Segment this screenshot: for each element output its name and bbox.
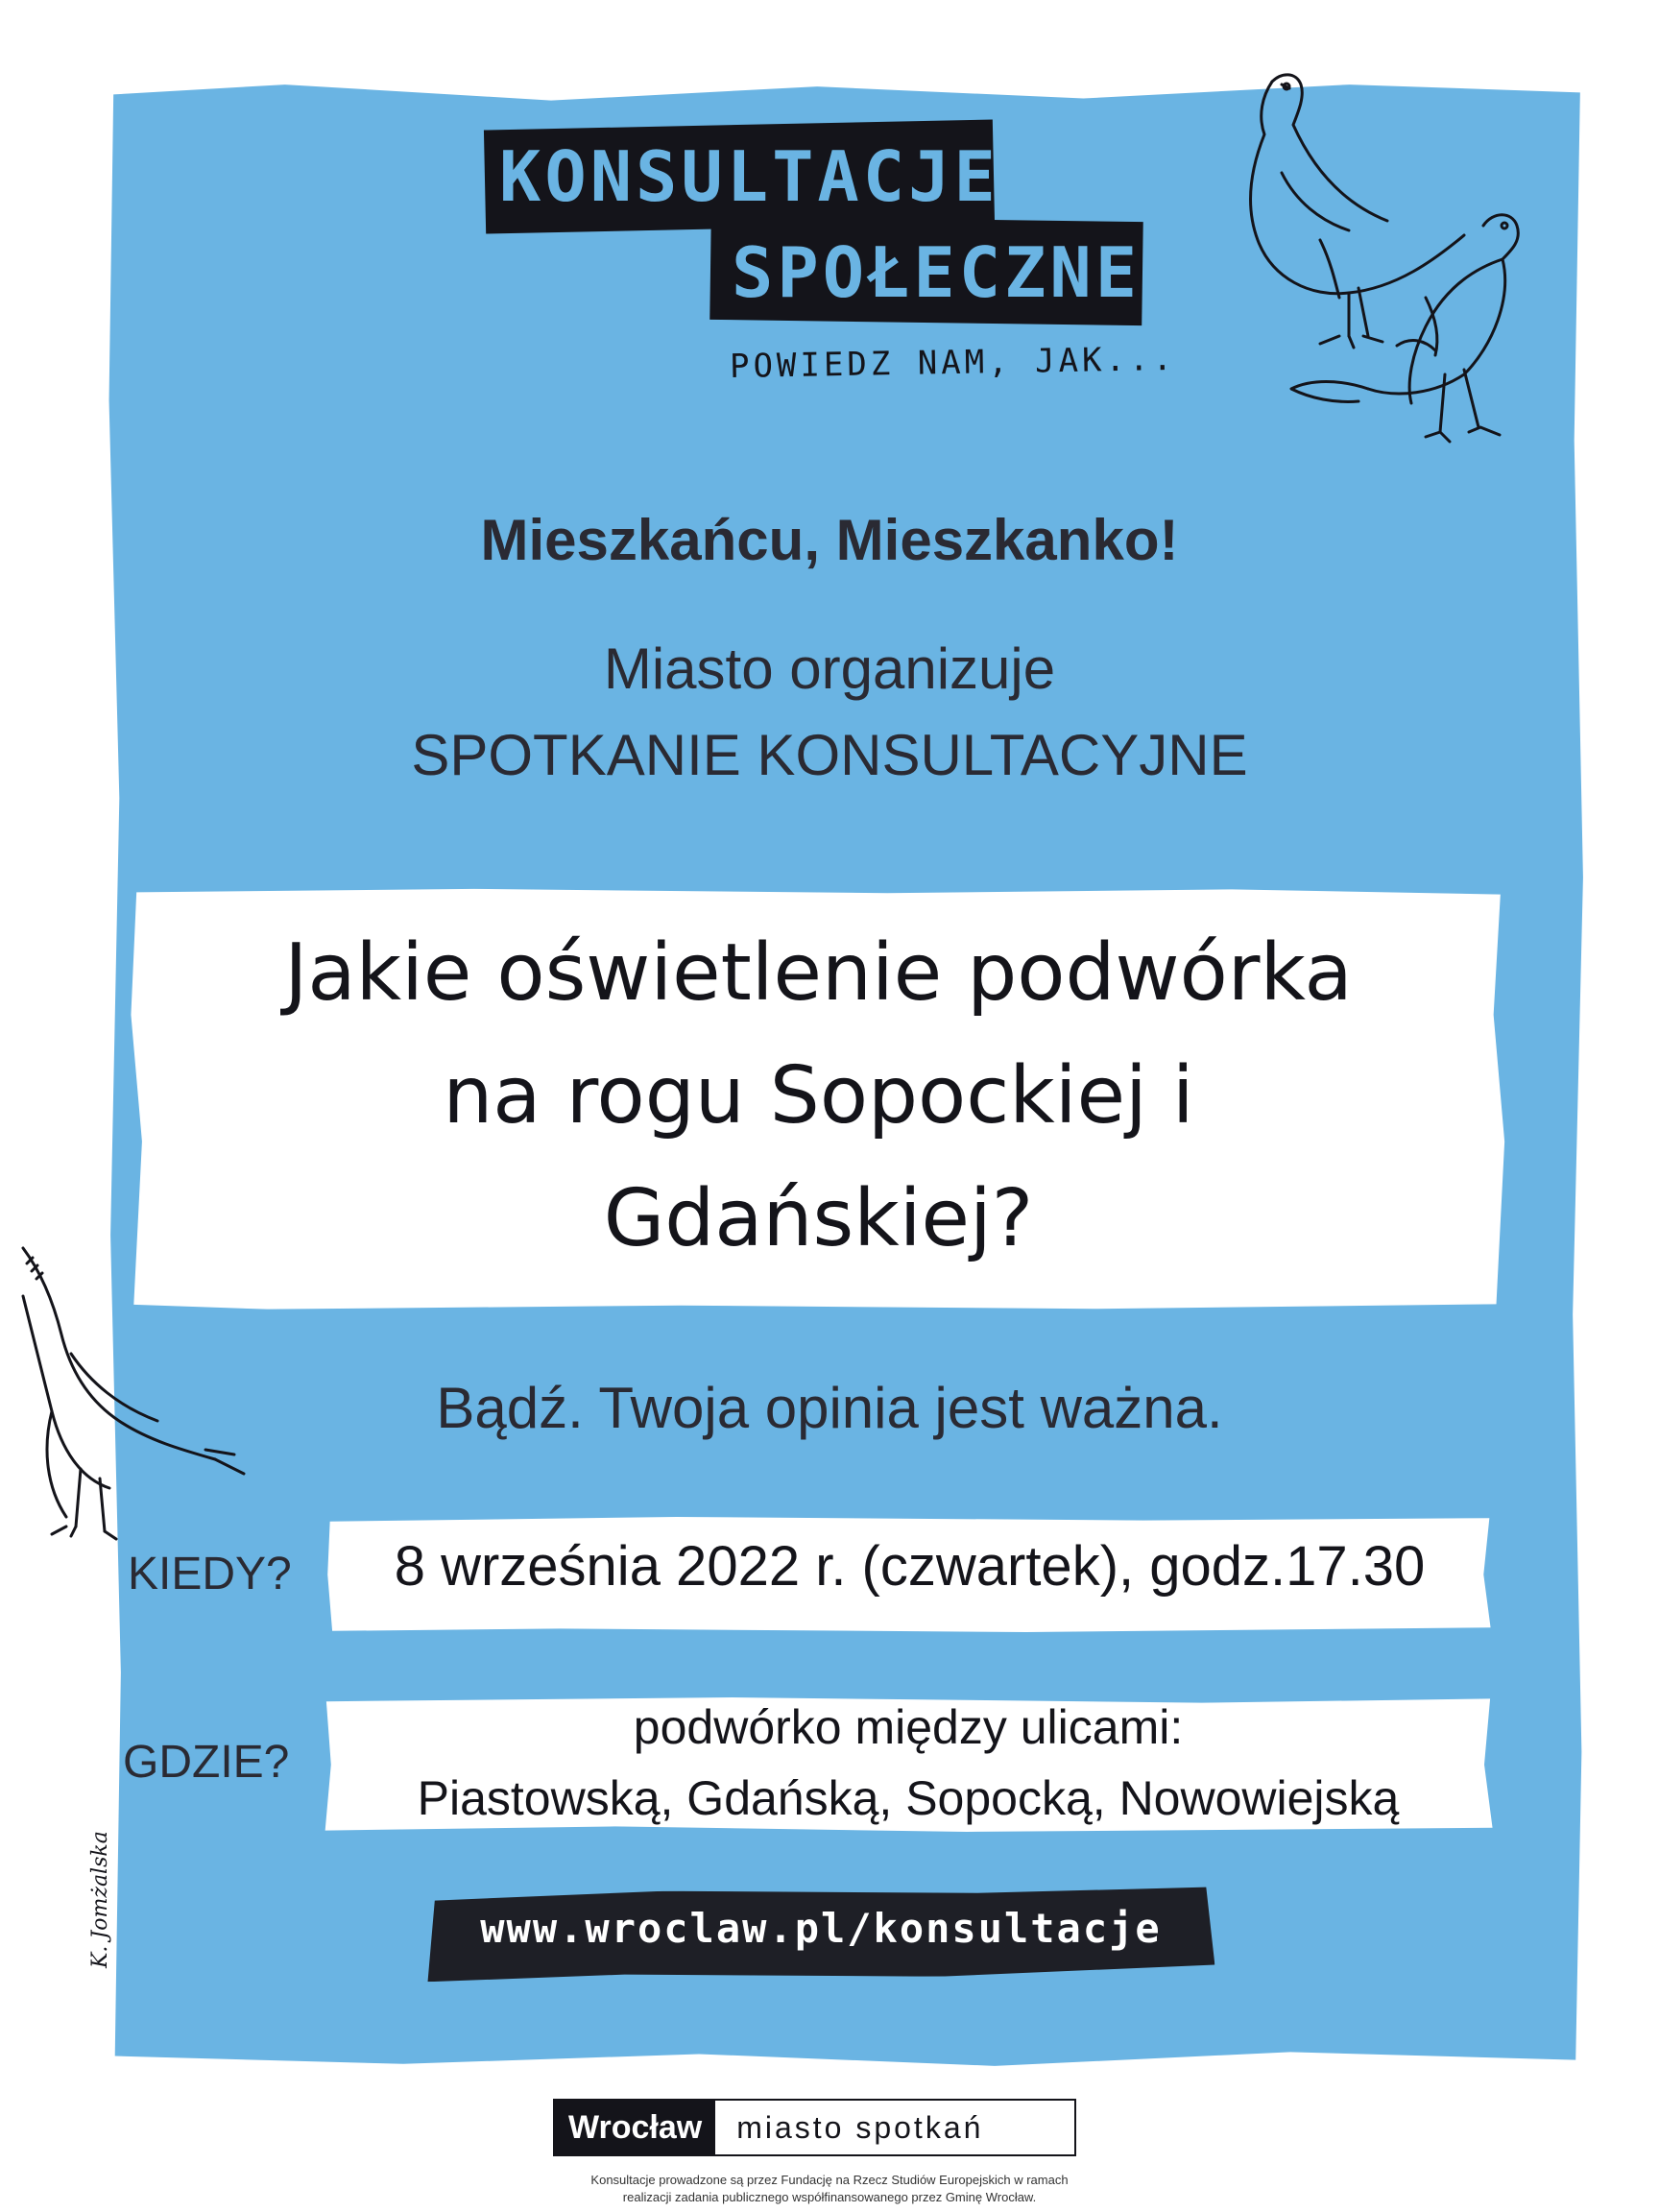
- organizer-line2: SPOTKANIE KONSULTACYJNE: [411, 723, 1248, 787]
- footer-note: [0, 2172, 1659, 2206]
- website-link[interactable]: www.wroclaw.pl/konsultacje: [480, 1905, 1162, 1952]
- date-value: 8 września 2022 r. (czwartek), godz.17.30: [394, 1535, 1426, 1598]
- where-label: GDZIE?: [123, 1737, 290, 1788]
- question-line3: Gdańskiej?: [603, 1173, 1034, 1264]
- logo-subtitle: POWIEDZ NAM, JAK...: [729, 339, 1177, 387]
- pigeon-pair-illustration: [1205, 58, 1551, 509]
- greeting-heading: Mieszkańcu, Mieszkanko!: [480, 508, 1179, 572]
- location-value: [322, 1692, 1495, 1834]
- location-line1: podwórko między ulicami:: [633, 1700, 1184, 1754]
- city-logo-name: Wrocław: [555, 2101, 715, 2154]
- city-logo-slogan: miasto spotkań: [715, 2101, 1074, 2154]
- footer-line1: Konsultacje prowadzone są przez Fundację na Rzecz Studiów Europejskich w ramach: [590, 2173, 1069, 2187]
- question-text: [130, 912, 1507, 1281]
- location-line2: Piastowską, Gdańską, Sopocką, Nowowiejską: [417, 1771, 1400, 1825]
- tagline: Bądź. Twoja opinia jest ważna.: [436, 1376, 1223, 1440]
- footer-line2: realizacji zadania publicznego współfinansowanego przez Gminę Wrocław.: [622, 2190, 1037, 2204]
- city-logo: [553, 2099, 1076, 2156]
- artist-signature: K. Jomżalska: [88, 1831, 112, 1968]
- when-label: KIEDY?: [128, 1549, 292, 1599]
- organizer-line1: Miasto organizuje: [603, 637, 1056, 701]
- logo-title-line1: KONSULTACJE: [499, 136, 999, 217]
- logo-title-line2: SPOŁECZNE: [732, 232, 1142, 313]
- question-line2: na rogu Sopockiej i: [443, 1050, 1194, 1142]
- question-line1: Jakie oświetlenie podwórka: [284, 927, 1353, 1019]
